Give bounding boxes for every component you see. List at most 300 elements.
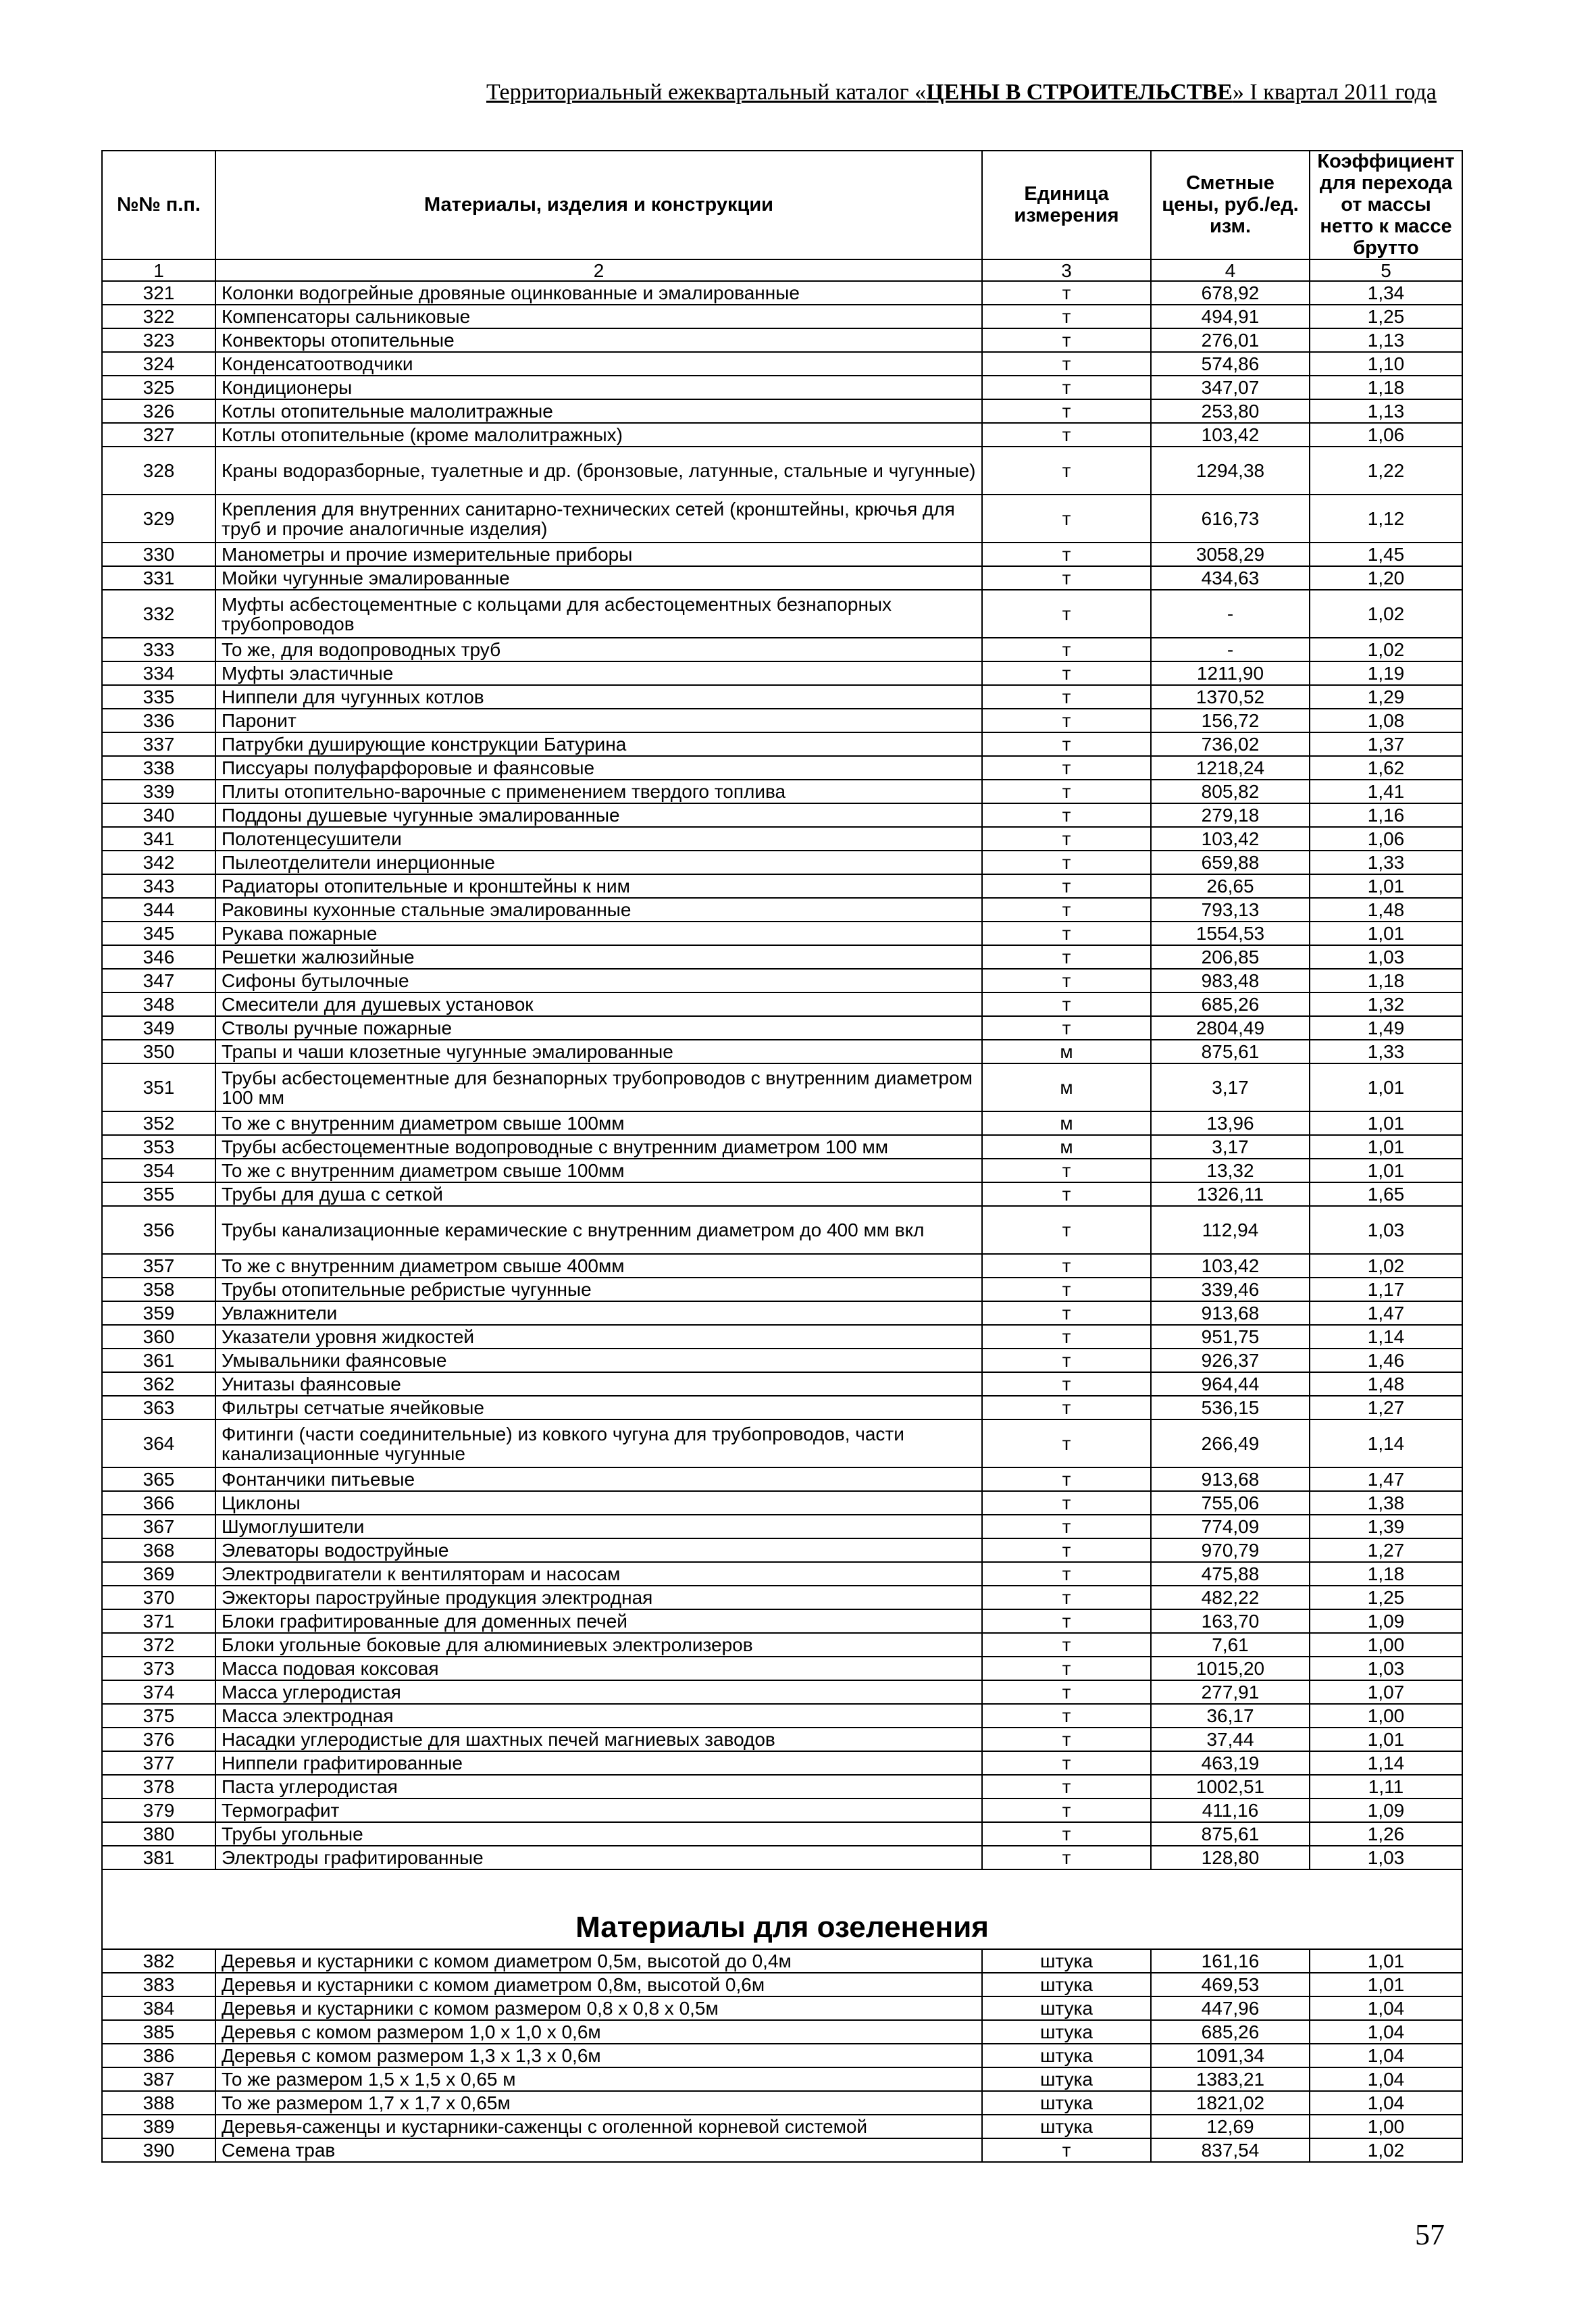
material-name: Ниппели графитированные <box>215 1751 982 1775</box>
table-row <box>102 1182 1462 1206</box>
price: - <box>1151 638 1310 661</box>
coefficient: 1,48 <box>1310 1372 1462 1396</box>
price: 3,17 <box>1151 1063 1310 1111</box>
price: 970,79 <box>1151 1538 1310 1562</box>
material-name: Деревья и кустарники с комом диаметром 0,8м, высотой 0,6м <box>215 1973 982 1996</box>
table-row <box>102 1704 1462 1728</box>
row-number: 327 <box>102 423 215 447</box>
price: 7,61 <box>1151 1633 1310 1657</box>
table-row <box>102 2091 1462 2115</box>
row-number: 371 <box>102 1609 215 1633</box>
unit: штука <box>982 2067 1151 2091</box>
coefficient: 1,10 <box>1310 352 1462 376</box>
material-name: Колонки водогрейные дровяные оцинкованные и эмалированные <box>215 281 982 305</box>
coefficient: 1,11 <box>1310 1775 1462 1799</box>
coefficient: 1,13 <box>1310 399 1462 423</box>
table-row <box>102 1111 1462 1135</box>
material-name: Котлы отопительные (кроме малолитражных) <box>215 423 982 447</box>
row-number: 357 <box>102 1254 215 1278</box>
row-number: 341 <box>102 827 215 851</box>
table-row <box>102 2020 1462 2044</box>
table-row <box>102 1775 1462 1799</box>
material-name: Трубы для душа с сеткой <box>215 1182 982 1206</box>
material-name: Эжекторы пароструйные продукция электродная <box>215 1586 982 1609</box>
table-row <box>102 1419 1462 1467</box>
table-row <box>102 732 1462 756</box>
unit: т <box>982 685 1151 709</box>
price: 685,26 <box>1151 2020 1310 2044</box>
price: 659,88 <box>1151 851 1310 874</box>
coefficient: 1,03 <box>1310 945 1462 969</box>
material-name: Трапы и чаши клозетные чугунные эмалированные <box>215 1040 982 1063</box>
unit: т <box>982 780 1151 803</box>
coefficient: 1,33 <box>1310 851 1462 874</box>
material-name: Компенсаторы сальниковые <box>215 305 982 328</box>
row-number: 335 <box>102 685 215 709</box>
material-name: Писсуары полуфарфоровые и фаянсовые <box>215 756 982 780</box>
header-title: ЦЕНЫ В СТРОИТЕЛЬСТВЕ <box>926 80 1233 105</box>
coefficient: 1,49 <box>1310 1016 1462 1040</box>
table-row <box>102 1515 1462 1538</box>
row-number: 344 <box>102 898 215 922</box>
unit: штука <box>982 1996 1151 2020</box>
table-row <box>102 969 1462 992</box>
material-name: Трубы асбестоцементные для безнапорных трубопроводов с внутренним диаметром 100 мм <box>215 1063 982 1111</box>
price: 3,17 <box>1151 1135 1310 1159</box>
table-row <box>102 1949 1462 1973</box>
unit: т <box>982 1846 1151 1869</box>
table-row <box>102 281 1462 305</box>
price: 482,22 <box>1151 1586 1310 1609</box>
unit: штука <box>982 1973 1151 1996</box>
table-row <box>102 827 1462 851</box>
row-number: 322 <box>102 305 215 328</box>
coefficient: 1,04 <box>1310 2067 1462 2091</box>
price: 1091,34 <box>1151 2044 1310 2067</box>
table-row <box>102 922 1462 945</box>
row-number: 387 <box>102 2067 215 2091</box>
table-body-greenery <box>102 1949 1462 2162</box>
column-header-coefficient: Коэффициент для перехода от массы нетто к массе брутто <box>1310 151 1462 259</box>
coefficient: 1,02 <box>1310 1254 1462 1278</box>
coefficient: 1,27 <box>1310 1538 1462 1562</box>
row-number: 388 <box>102 2091 215 2115</box>
material-name: Электроды графитированные <box>215 1846 982 1869</box>
material-name: Кондиционеры <box>215 376 982 399</box>
table-row <box>102 1586 1462 1609</box>
table-row <box>102 1633 1462 1657</box>
price: 678,92 <box>1151 281 1310 305</box>
table-row <box>102 590 1462 638</box>
table-row <box>102 1206 1462 1254</box>
unit: т <box>982 447 1151 495</box>
price: 463,19 <box>1151 1751 1310 1775</box>
row-number: 329 <box>102 495 215 543</box>
table-row <box>102 1135 1462 1159</box>
material-name: Радиаторы отопительные и кронштейны к ним <box>215 874 982 898</box>
coefficient: 1,16 <box>1310 803 1462 827</box>
price: 277,91 <box>1151 1680 1310 1704</box>
unit: т <box>982 1278 1151 1301</box>
unit: м <box>982 1040 1151 1063</box>
material-name: Ниппели для чугунных котлов <box>215 685 982 709</box>
material-name: Решетки жалюзийные <box>215 945 982 969</box>
row-number: 379 <box>102 1799 215 1822</box>
price: 26,65 <box>1151 874 1310 898</box>
material-name: То же с внутренним диаметром свыше 400мм <box>215 1254 982 1278</box>
unit: т <box>982 709 1151 732</box>
unit: т <box>982 874 1151 898</box>
row-number: 330 <box>102 543 215 566</box>
row-number: 370 <box>102 1586 215 1609</box>
column-number: 3 <box>982 259 1151 281</box>
row-number: 358 <box>102 1278 215 1301</box>
table-header-row <box>102 151 1462 259</box>
table-row <box>102 992 1462 1016</box>
page-header <box>486 80 1462 105</box>
coefficient: 1,38 <box>1310 1491 1462 1515</box>
table-row <box>102 305 1462 328</box>
material-name: Масса углеродистая <box>215 1680 982 1704</box>
price: 1370,52 <box>1151 685 1310 709</box>
header-prefix: Территориальный ежеквартальный каталог « <box>486 80 927 105</box>
material-name: То же, для водопроводных труб <box>215 638 982 661</box>
coefficient: 1,01 <box>1310 874 1462 898</box>
coefficient: 1,07 <box>1310 1680 1462 1704</box>
material-name: Увлажнители <box>215 1301 982 1325</box>
unit: т <box>982 1016 1151 1040</box>
row-number: 347 <box>102 969 215 992</box>
row-number: 338 <box>102 756 215 780</box>
unit: т <box>982 898 1151 922</box>
material-name: Поддоны душевые чугунные эмалированные <box>215 803 982 827</box>
price: 1294,38 <box>1151 447 1310 495</box>
coefficient: 1,06 <box>1310 423 1462 447</box>
table-row <box>102 2044 1462 2067</box>
table-row <box>102 1396 1462 1419</box>
unit: т <box>982 1467 1151 1491</box>
unit: т <box>982 352 1151 376</box>
material-name: Указатели уровня жидкостей <box>215 1325 982 1349</box>
coefficient: 1,04 <box>1310 2044 1462 2067</box>
coefficient: 1,14 <box>1310 1419 1462 1467</box>
price: 112,94 <box>1151 1206 1310 1254</box>
price: 12,69 <box>1151 2115 1310 2138</box>
coefficient: 1,01 <box>1310 1728 1462 1751</box>
material-name: Патрубки душирующие конструкции Батурина <box>215 732 982 756</box>
coefficient: 1,00 <box>1310 1633 1462 1657</box>
material-name: Унитазы фаянсовые <box>215 1372 982 1396</box>
unit: т <box>982 328 1151 352</box>
coefficient: 1,04 <box>1310 2020 1462 2044</box>
coefficient: 1,02 <box>1310 2138 1462 2162</box>
coefficient: 1,33 <box>1310 1040 1462 1063</box>
price: 1002,51 <box>1151 1775 1310 1799</box>
row-number: 377 <box>102 1751 215 1775</box>
material-name: Полотенцесушители <box>215 827 982 851</box>
table-row <box>102 1016 1462 1040</box>
row-number: 385 <box>102 2020 215 2044</box>
row-number: 348 <box>102 992 215 1016</box>
material-name: Трубы канализационные керамические с внутренним диаметром до 400 мм вкл <box>215 1206 982 1254</box>
table-row <box>102 851 1462 874</box>
price: 983,48 <box>1151 969 1310 992</box>
price: 13,96 <box>1151 1111 1310 1135</box>
table-row <box>102 399 1462 423</box>
material-name: Насадки углеродистые для шахтных печей магниевых заводов <box>215 1728 982 1751</box>
table-row <box>102 1278 1462 1301</box>
coefficient: 1,18 <box>1310 969 1462 992</box>
price: 128,80 <box>1151 1846 1310 1869</box>
coefficient: 1,03 <box>1310 1846 1462 1869</box>
unit: т <box>982 1515 1151 1538</box>
material-name: Деревья с комом размером 1,3 х 1,3 х 0,6м <box>215 2044 982 2067</box>
price: 276,01 <box>1151 328 1310 352</box>
table-row <box>102 1372 1462 1396</box>
price: 1821,02 <box>1151 2091 1310 2115</box>
price: 913,68 <box>1151 1467 1310 1491</box>
price-table <box>101 150 1463 2163</box>
coefficient: 1,06 <box>1310 827 1462 851</box>
material-name: То же с внутренним диаметром свыше 100мм <box>215 1111 982 1135</box>
unit: т <box>982 803 1151 827</box>
coefficient: 1,09 <box>1310 1609 1462 1633</box>
unit: т <box>982 1396 1151 1419</box>
coefficient: 1,03 <box>1310 1206 1462 1254</box>
material-name: Фитинги (части соединительные) из ковкого чугуна для трубопроводов, части канализационные чугунные <box>215 1419 982 1467</box>
coefficient: 1,29 <box>1310 685 1462 709</box>
table-row <box>102 328 1462 352</box>
price: 1218,24 <box>1151 756 1310 780</box>
material-name: Трубы угольные <box>215 1822 982 1846</box>
material-name: Шумоглушители <box>215 1515 982 1538</box>
table-row <box>102 1491 1462 1515</box>
price: 616,73 <box>1151 495 1310 543</box>
row-number: 354 <box>102 1159 215 1182</box>
price: 156,72 <box>1151 709 1310 732</box>
table-row <box>102 756 1462 780</box>
row-number: 331 <box>102 566 215 590</box>
price: 103,42 <box>1151 827 1310 851</box>
coefficient: 1,14 <box>1310 1751 1462 1775</box>
material-name: Муфты асбестоцементные с кольцами для асбестоцементных безнапорных трубопроводов <box>215 590 982 638</box>
table-row <box>102 1040 1462 1063</box>
coefficient: 1,25 <box>1310 1586 1462 1609</box>
row-number: 363 <box>102 1396 215 1419</box>
unit: т <box>982 1491 1151 1515</box>
table-row <box>102 1799 1462 1822</box>
material-name: Сифоны бутылочные <box>215 969 982 992</box>
material-name: Электродвигатели к вентиляторам и насосам <box>215 1562 982 1586</box>
unit: м <box>982 1063 1151 1111</box>
page-number: 57 <box>1415 2218 1445 2251</box>
price: 926,37 <box>1151 1349 1310 1372</box>
unit: т <box>982 945 1151 969</box>
price: - <box>1151 590 1310 638</box>
price: 574,86 <box>1151 352 1310 376</box>
row-number: 375 <box>102 1704 215 1728</box>
coefficient: 1,03 <box>1310 1657 1462 1680</box>
price: 736,02 <box>1151 732 1310 756</box>
unit: т <box>982 1609 1151 1633</box>
table-row <box>102 1159 1462 1182</box>
table-row <box>102 1680 1462 1704</box>
material-name: То же с внутренним диаметром свыше 100мм <box>215 1159 982 1182</box>
table-row <box>102 376 1462 399</box>
unit: т <box>982 1728 1151 1751</box>
row-number: 340 <box>102 803 215 827</box>
row-number: 343 <box>102 874 215 898</box>
section-row <box>102 1869 1462 1949</box>
coefficient: 1,34 <box>1310 281 1462 305</box>
row-number: 359 <box>102 1301 215 1325</box>
unit: т <box>982 732 1151 756</box>
coefficient: 1,18 <box>1310 1562 1462 1586</box>
material-name: То же размером 1,7 х 1,7 х 0,65м <box>215 2091 982 2115</box>
table-row <box>102 1063 1462 1111</box>
coefficient: 1,47 <box>1310 1301 1462 1325</box>
row-number: 346 <box>102 945 215 969</box>
unit: т <box>982 1657 1151 1680</box>
unit: т <box>982 922 1151 945</box>
price: 279,18 <box>1151 803 1310 827</box>
unit: т <box>982 1751 1151 1775</box>
column-number: 5 <box>1310 259 1462 281</box>
row-number: 350 <box>102 1040 215 1063</box>
unit: т <box>982 1419 1151 1467</box>
table-row <box>102 447 1462 495</box>
row-number: 324 <box>102 352 215 376</box>
unit: т <box>982 827 1151 851</box>
row-number: 366 <box>102 1491 215 1515</box>
price: 103,42 <box>1151 423 1310 447</box>
table-row <box>102 709 1462 732</box>
row-number: 337 <box>102 732 215 756</box>
unit: т <box>982 1159 1151 1182</box>
row-number: 336 <box>102 709 215 732</box>
row-number: 323 <box>102 328 215 352</box>
row-number: 380 <box>102 1822 215 1846</box>
material-name: Трубы отопительные ребристые чугунные <box>215 1278 982 1301</box>
table-row <box>102 1301 1462 1325</box>
unit: т <box>982 851 1151 874</box>
coefficient: 1,12 <box>1310 495 1462 543</box>
material-name: Конвекторы отопительные <box>215 328 982 352</box>
coefficient: 1,01 <box>1310 1063 1462 1111</box>
price: 37,44 <box>1151 1728 1310 1751</box>
coefficient: 1,09 <box>1310 1799 1462 1822</box>
table-row <box>102 780 1462 803</box>
coefficient: 1,00 <box>1310 1704 1462 1728</box>
unit: т <box>982 1182 1151 1206</box>
unit: штука <box>982 2091 1151 2115</box>
column-header-unit: Единица измерения <box>982 151 1151 259</box>
unit: штука <box>982 2044 1151 2067</box>
unit: т <box>982 661 1151 685</box>
price: 266,49 <box>1151 1419 1310 1467</box>
table-row <box>102 1609 1462 1633</box>
row-number: 389 <box>102 2115 215 2138</box>
table-row <box>102 685 1462 709</box>
row-number: 349 <box>102 1016 215 1040</box>
coefficient: 1,18 <box>1310 376 1462 399</box>
coefficient: 1,14 <box>1310 1325 1462 1349</box>
material-name: Краны водоразборные, туалетные и др. (бронзовые, латунные, стальные и чугунные) <box>215 447 982 495</box>
table-row <box>102 1562 1462 1586</box>
coefficient: 1,02 <box>1310 638 1462 661</box>
price: 913,68 <box>1151 1301 1310 1325</box>
material-name: Паронит <box>215 709 982 732</box>
row-number: 339 <box>102 780 215 803</box>
price: 339,46 <box>1151 1278 1310 1301</box>
unit: штука <box>982 1949 1151 1973</box>
material-name: Трубы асбестоцементные водопроводные с внутренним диаметром 100 мм <box>215 1135 982 1159</box>
coefficient: 1,39 <box>1310 1515 1462 1538</box>
coefficient: 1,25 <box>1310 305 1462 328</box>
row-number: 355 <box>102 1182 215 1206</box>
unit: т <box>982 1349 1151 1372</box>
unit: т <box>982 1562 1151 1586</box>
table-row <box>102 898 1462 922</box>
column-number: 1 <box>102 259 215 281</box>
coefficient: 1,04 <box>1310 1996 1462 2020</box>
table-row <box>102 2138 1462 2162</box>
row-number: 374 <box>102 1680 215 1704</box>
material-name: Рукава пожарные <box>215 922 982 945</box>
price: 434,63 <box>1151 566 1310 590</box>
table-row <box>102 1254 1462 1278</box>
price: 1383,21 <box>1151 2067 1310 2091</box>
material-name: Масса электродная <box>215 1704 982 1728</box>
unit: т <box>982 566 1151 590</box>
header-suffix: » I квартал 2011 года <box>1232 80 1437 105</box>
unit: штука <box>982 2115 1151 2138</box>
row-number: 362 <box>102 1372 215 1396</box>
column-header-number: №№ п.п. <box>102 151 215 259</box>
price: 875,61 <box>1151 1822 1310 1846</box>
row-number: 368 <box>102 1538 215 1562</box>
row-number: 353 <box>102 1135 215 1159</box>
unit: т <box>982 1586 1151 1609</box>
row-number: 376 <box>102 1728 215 1751</box>
material-name: Деревья и кустарники с комом диаметром 0,5м, высотой до 0,4м <box>215 1949 982 1973</box>
price: 964,44 <box>1151 1372 1310 1396</box>
unit: т <box>982 992 1151 1016</box>
material-name: Плиты отопительно-варочные с применением твердого топлива <box>215 780 982 803</box>
table-row <box>102 1973 1462 1996</box>
price: 411,16 <box>1151 1799 1310 1822</box>
coefficient: 1,00 <box>1310 2115 1462 2138</box>
table-row <box>102 803 1462 827</box>
table-row <box>102 1538 1462 1562</box>
column-number: 2 <box>215 259 982 281</box>
row-number: 328 <box>102 447 215 495</box>
material-name: Масса подовая коксовая <box>215 1657 982 1680</box>
table-row <box>102 543 1462 566</box>
table-row <box>102 2115 1462 2138</box>
price: 875,61 <box>1151 1040 1310 1063</box>
table-row <box>102 1467 1462 1491</box>
table-row <box>102 566 1462 590</box>
price: 13,32 <box>1151 1159 1310 1182</box>
unit: т <box>982 1372 1151 1396</box>
row-number: 382 <box>102 1949 215 1973</box>
row-number: 369 <box>102 1562 215 1586</box>
material-name: Манометры и прочие измерительные приборы <box>215 543 982 566</box>
coefficient: 1,17 <box>1310 1278 1462 1301</box>
material-name: Деревья с комом размером 1,0 х 1,0 х 0,6м <box>215 2020 982 2044</box>
coefficient: 1,04 <box>1310 2091 1462 2115</box>
